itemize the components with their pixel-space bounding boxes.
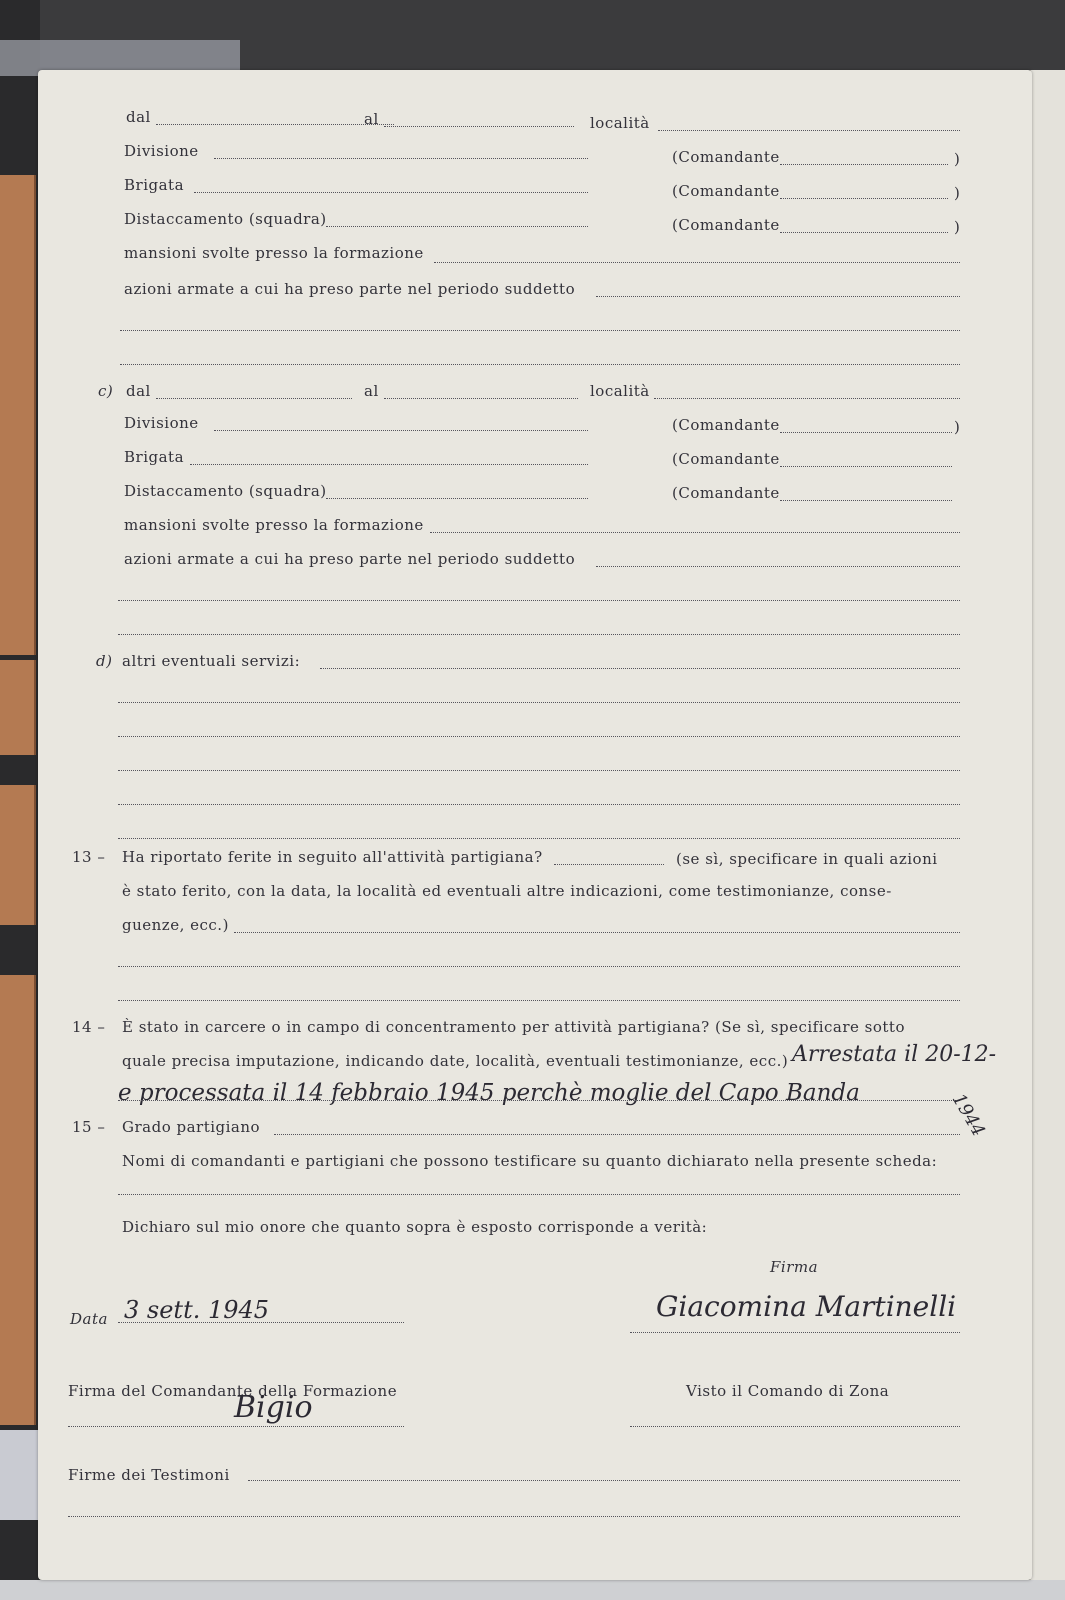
testimoni-field[interactable] <box>248 1480 960 1481</box>
q14-line[interactable] <box>118 1100 960 1101</box>
c-comandante-field[interactable] <box>780 466 952 467</box>
q15-number: 15 – <box>72 1118 106 1136</box>
d-marker: d) <box>96 652 113 670</box>
d-line[interactable] <box>118 702 960 703</box>
d-line[interactable] <box>118 838 960 839</box>
b-mansioni-label: mansioni svolte presso la formazione <box>124 244 424 262</box>
binder-tab <box>0 660 36 755</box>
b-dal-label: dal <box>126 108 151 126</box>
testimoni-line[interactable] <box>68 1516 960 1517</box>
q13-line[interactable] <box>118 966 960 967</box>
c-comandante-field[interactable] <box>780 500 952 501</box>
close-paren: ) <box>954 184 961 202</box>
c-comandante-label: (Comandante <box>672 484 780 502</box>
b-localita-field[interactable] <box>658 130 960 131</box>
q13-number: 13 – <box>72 848 106 866</box>
visto-label: Visto il Comando di Zona <box>686 1382 890 1400</box>
signature: Giacomina Martinelli <box>656 1290 957 1323</box>
c-localita-label: località <box>590 382 650 400</box>
firma-label: Firma <box>770 1258 819 1276</box>
q14-number: 14 – <box>72 1018 106 1036</box>
data-label: Data <box>70 1310 108 1328</box>
c-brigata-field[interactable] <box>190 464 588 465</box>
b-localita-label: località <box>590 114 650 132</box>
c-azioni-line[interactable] <box>118 600 960 601</box>
b-azioni-field[interactable] <box>596 296 960 297</box>
binder-ribbon <box>0 1430 40 1520</box>
d-label: altri eventuali servizi: <box>122 652 301 670</box>
b-divisione-field[interactable] <box>214 158 588 159</box>
c-al-label: al <box>364 382 379 400</box>
c-distaccamento-label: Distaccamento (squadra) <box>124 482 327 500</box>
close-paren: ) <box>954 150 961 168</box>
declaration: Dichiaro sul mio onore che quanto sopra è esposto corrisponde a verità: <box>122 1218 708 1236</box>
b-azioni-line[interactable] <box>120 364 960 365</box>
q14-line2: quale precisa imputazione, indicando date, località, eventuali testimonianze, ecc.) <box>122 1052 789 1070</box>
c-dal-field[interactable] <box>156 398 352 399</box>
d-line[interactable] <box>118 736 960 737</box>
b-al-label: al <box>364 110 379 128</box>
comandante-field[interactable] <box>68 1426 404 1427</box>
q15-line2: Nomi di comandanti e partigiani che possono testificare su quanto dichiarato nella presente scheda: <box>122 1152 938 1170</box>
q15-names-line[interactable] <box>118 1194 960 1195</box>
c-mansioni-label: mansioni svolte presso la formazione <box>124 516 424 534</box>
c-azioni-label: azioni armate a cui ha preso parte nel periodo suddetto <box>124 550 576 568</box>
c-dal-label: dal <box>126 382 151 400</box>
b-comandante-field[interactable] <box>780 164 948 165</box>
c-azioni-line[interactable] <box>118 634 960 635</box>
b-comandante-label: (Comandante <box>672 148 780 166</box>
testimoni-label: Firme dei Testimoni <box>68 1466 230 1484</box>
b-comandante-field[interactable] <box>780 198 948 199</box>
q13-question-cont: (se sì, specificare in quali azioni <box>676 850 938 868</box>
b-comandante-label: (Comandante <box>672 216 780 234</box>
c-brigata-label: Brigata <box>124 448 185 466</box>
next-page-edge <box>1030 70 1065 1580</box>
firma-field[interactable] <box>630 1332 960 1333</box>
q13-line2: è stato ferito, con la data, la località ed eventuali altre indicazioni, come testimonianze, conse- <box>122 882 892 900</box>
data-field[interactable] <box>118 1322 404 1323</box>
c-azioni-field[interactable] <box>596 566 960 567</box>
comandante-signature: Bigio <box>234 1390 313 1425</box>
q14-answer-handwritten: Arrestata il 20-12- <box>792 1042 997 1067</box>
q14-answer-handwritten: e processata il 14 febbraio 1945 perchè moglie del Capo Banda <box>118 1080 860 1106</box>
b-brigata-label: Brigata <box>124 176 185 194</box>
b-distaccamento-field[interactable] <box>326 226 588 227</box>
d-field[interactable] <box>320 668 960 669</box>
c-comandante-label: (Comandante <box>672 416 780 434</box>
b-brigata-field[interactable] <box>194 192 588 193</box>
c-marker: c) <box>98 382 114 400</box>
c-comandante-field[interactable] <box>780 432 952 433</box>
q13-line3: guenze, ecc.) <box>122 916 229 934</box>
d-line[interactable] <box>118 770 960 771</box>
visto-field[interactable] <box>630 1426 960 1427</box>
b-comandante-field[interactable] <box>780 232 948 233</box>
q13-question: Ha riportato ferite in seguito all'attività partigiana? <box>122 848 543 866</box>
binder-tab <box>0 785 36 925</box>
q13-line[interactable] <box>118 1000 960 1001</box>
q13-answer-field[interactable] <box>554 864 664 865</box>
binder-tab <box>0 175 36 655</box>
bottom-band <box>0 1580 1065 1600</box>
b-dal-field[interactable] <box>156 124 394 125</box>
data-value: 3 sett. 1945 <box>124 1296 270 1324</box>
b-comandante-label: (Comandante <box>672 182 780 200</box>
q13-field[interactable] <box>234 932 960 933</box>
c-al-field[interactable] <box>384 398 578 399</box>
close-paren: ) <box>954 218 961 236</box>
close-paren: ) <box>954 418 961 436</box>
d-line[interactable] <box>118 804 960 805</box>
binder-tab <box>0 975 36 1425</box>
c-divisione-field[interactable] <box>214 430 588 431</box>
c-distaccamento-field[interactable] <box>326 498 588 499</box>
b-distaccamento-label: Distaccamento (squadra) <box>124 210 327 228</box>
b-mansioni-field[interactable] <box>434 262 960 263</box>
comandante-label: Firma del Comandante della Formazione <box>68 1382 398 1400</box>
form-page <box>38 70 1032 1580</box>
b-divisione-label: Divisione <box>124 142 199 160</box>
c-mansioni-field[interactable] <box>430 532 960 533</box>
q14-question: È stato in carcere o in campo di concentramento per attività partigiana? (Se sì, specificare sotto <box>122 1018 905 1036</box>
c-comandante-label: (Comandante <box>672 450 780 468</box>
b-al-field[interactable] <box>384 126 574 127</box>
b-azioni-label: azioni armate a cui ha preso parte nel periodo suddetto <box>124 280 576 298</box>
q15-label: Grado partigiano <box>122 1118 261 1136</box>
b-azioni-line[interactable] <box>120 330 960 331</box>
c-localita-field[interactable] <box>654 398 960 399</box>
c-divisione-label: Divisione <box>124 414 199 432</box>
q14-answer-year: 1944 <box>947 1090 989 1141</box>
q15-field[interactable] <box>274 1134 960 1135</box>
